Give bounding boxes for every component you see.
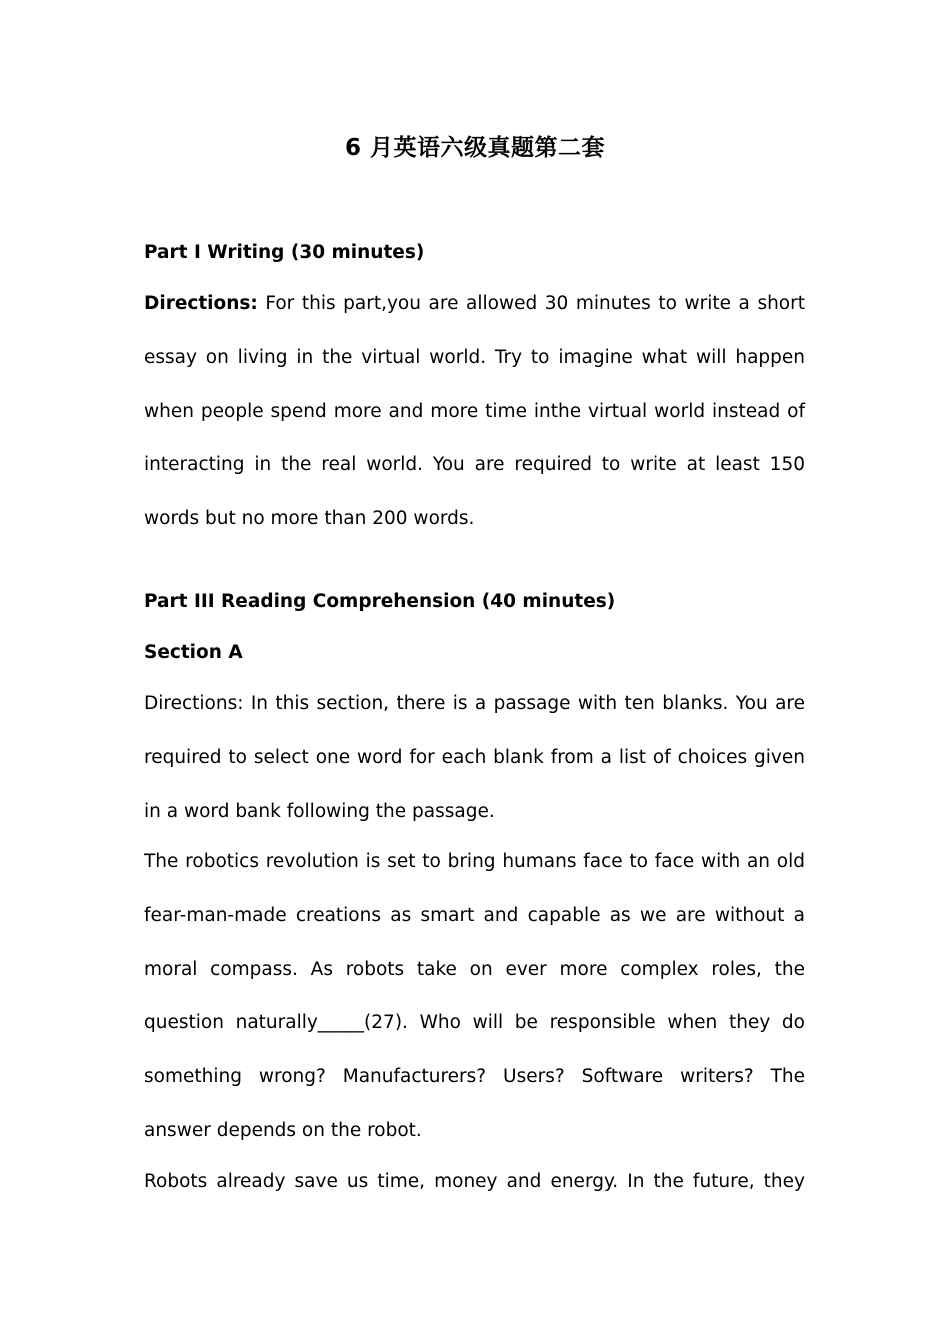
part1-directions-paragraph <box>144 277 823 546</box>
section-a-heading: Section A <box>144 642 243 663</box>
part1-directions <box>144 277 823 546</box>
part1-heading: Part I Writing (30 minutes) <box>144 242 425 263</box>
passage-paragraph-1 <box>144 835 805 1158</box>
document-title: 6 月英语六级真题第二套 <box>344 135 605 161</box>
section-a-directions <box>144 677 805 838</box>
passage-paragraph-2 <box>144 1155 805 1209</box>
passage-paragraph-2-text: Robots already save us time, money and energy. In the future, they <box>144 1171 805 1192</box>
part3-heading: Part III Reading Comprehension (40 minutes) <box>144 591 616 612</box>
directions-label: Directions: <box>144 293 258 314</box>
part1-directions-text: For this part,you are allowed 30 minutes to write a short essay on living in the virtual world. Try to imagine what will happen when people spend more and more time inthe virtual world instead of interacting in the real world. You are required to write at least 150 words but no more than 200 words. <box>144 293 823 530</box>
passage-paragraph-1-text: The robotics revolution is set to bring humans face to face with an old fear-man-made creations as smart and capable as we are without a moral compass. As robots take on ever more complex roles, the question naturally_____(27). Who will be responsible when they do something wrong? Manufacturers? Users? Software writers? The answer depends on the robot. <box>144 851 805 1141</box>
section-a-directions-text: Directions: In this section, there is a passage with ten blanks. You are required to select one word for each blank from a list of choices given in a word bank following the passage. <box>144 693 805 822</box>
